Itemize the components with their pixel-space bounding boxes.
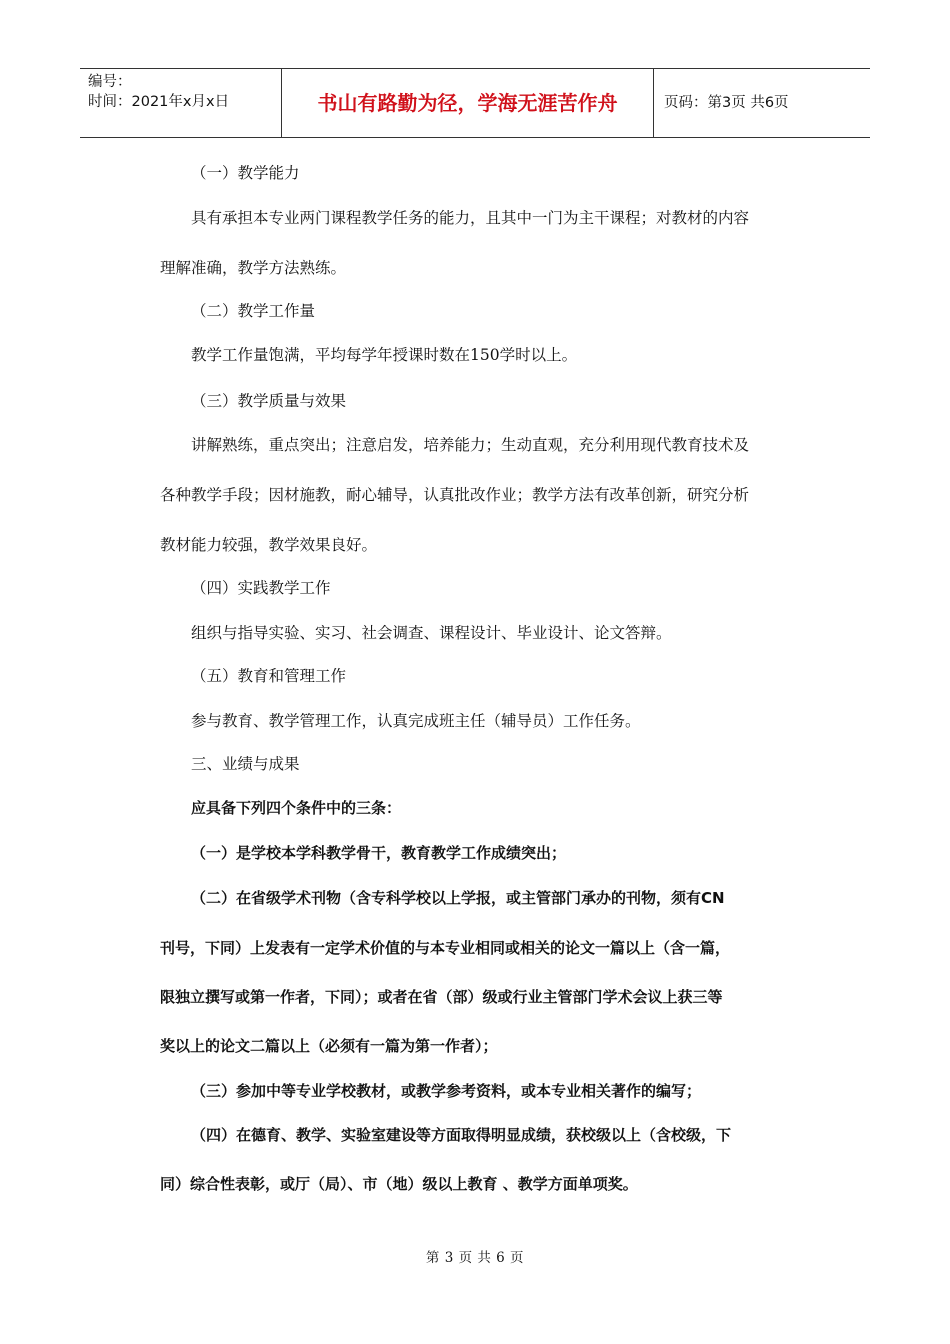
condition-item-continued: 刊号，下同）上发表有一定学术价值的与本专业相同或相关的论文一篇以上（含一篇， bbox=[160, 939, 731, 957]
condition-item: （二）在省级学术刊物（含专科学校以上学报，或主管部门承办的刊物，须有CN bbox=[191, 889, 725, 907]
section-heading-achievements: 三、业绩与成果 bbox=[191, 755, 300, 773]
conditions-intro: 应具备下列四个条件中的三条： bbox=[191, 799, 402, 817]
condition-item: （一）是学校本学科教学骨干，教育教学工作成绩突出； bbox=[191, 844, 567, 862]
header-meta bbox=[80, 69, 282, 137]
paragraph-line: 各种教学手段；因材施教，耐心辅导，认真批改作业；教学方法有改革创新，研究分析 bbox=[160, 486, 750, 504]
condition-item-continued: 同）综合性表彰，或厅（局）、市（地）级以上教育 、教学方面单项奖。 bbox=[160, 1175, 638, 1193]
paragraph-line: 理解准确，教学方法熟练。 bbox=[160, 259, 347, 277]
header-motto: 书山有路勤为径，学海无涯苦作舟 bbox=[282, 69, 654, 137]
paragraph-line: 教材能力较强，教学效果良好。 bbox=[160, 536, 378, 554]
paragraph-line: 参与教育、教学管理工作，认真完成班主任（辅导员）工作任务。 bbox=[191, 712, 641, 730]
paragraph-line: 讲解熟练，重点突出；注意启发，培养能力；生动直观，充分利用现代教育技术及 bbox=[191, 436, 750, 454]
section-heading-management: （五）教育和管理工作 bbox=[191, 667, 347, 685]
section-heading-workload: （二）教学工作量 bbox=[191, 302, 316, 320]
condition-item: （四）在德育、教学、实验室建设等方面取得明显成绩，获校级以上（含校级，下 bbox=[191, 1126, 732, 1144]
section-heading-quality: （三）教学质量与效果 bbox=[191, 392, 347, 410]
doc-number-label: 编号： bbox=[88, 74, 132, 90]
condition-item-continued: 奖以上的论文二篇以上（必须有一篇为第一作者）； bbox=[160, 1037, 498, 1055]
page-header bbox=[80, 68, 870, 138]
page-footer: 第 3 页 共 6 页 bbox=[425, 1250, 525, 1266]
header-page-label: 页码：第3页 共6页 bbox=[664, 95, 789, 111]
paragraph-line: 组织与指导实验、实习、社会调查、课程设计、毕业设计、论文答辩。 bbox=[191, 624, 672, 642]
doc-time-label: 时间：2021年x月x日 bbox=[88, 94, 230, 110]
section-heading-teaching-ability: （一）教学能力 bbox=[191, 164, 300, 182]
condition-item-continued: 限独立撰写或第一作者，下同）；或者在省（部）级或行业主管部门学术会议上获三等 bbox=[160, 988, 723, 1006]
paragraph-line: 具有承担本专业两门课程教学任务的能力，且其中一门为主干课程；对教材的内容 bbox=[191, 209, 750, 227]
paragraph-line: 教学工作量饱满，平均每学年授课时数在150学时以上。 bbox=[191, 346, 578, 364]
condition-item: （三）参加中等专业学校教材，或教学参考资料，或本专业相关著作的编写； bbox=[191, 1082, 702, 1100]
section-heading-practice: （四）实践教学工作 bbox=[191, 579, 331, 597]
